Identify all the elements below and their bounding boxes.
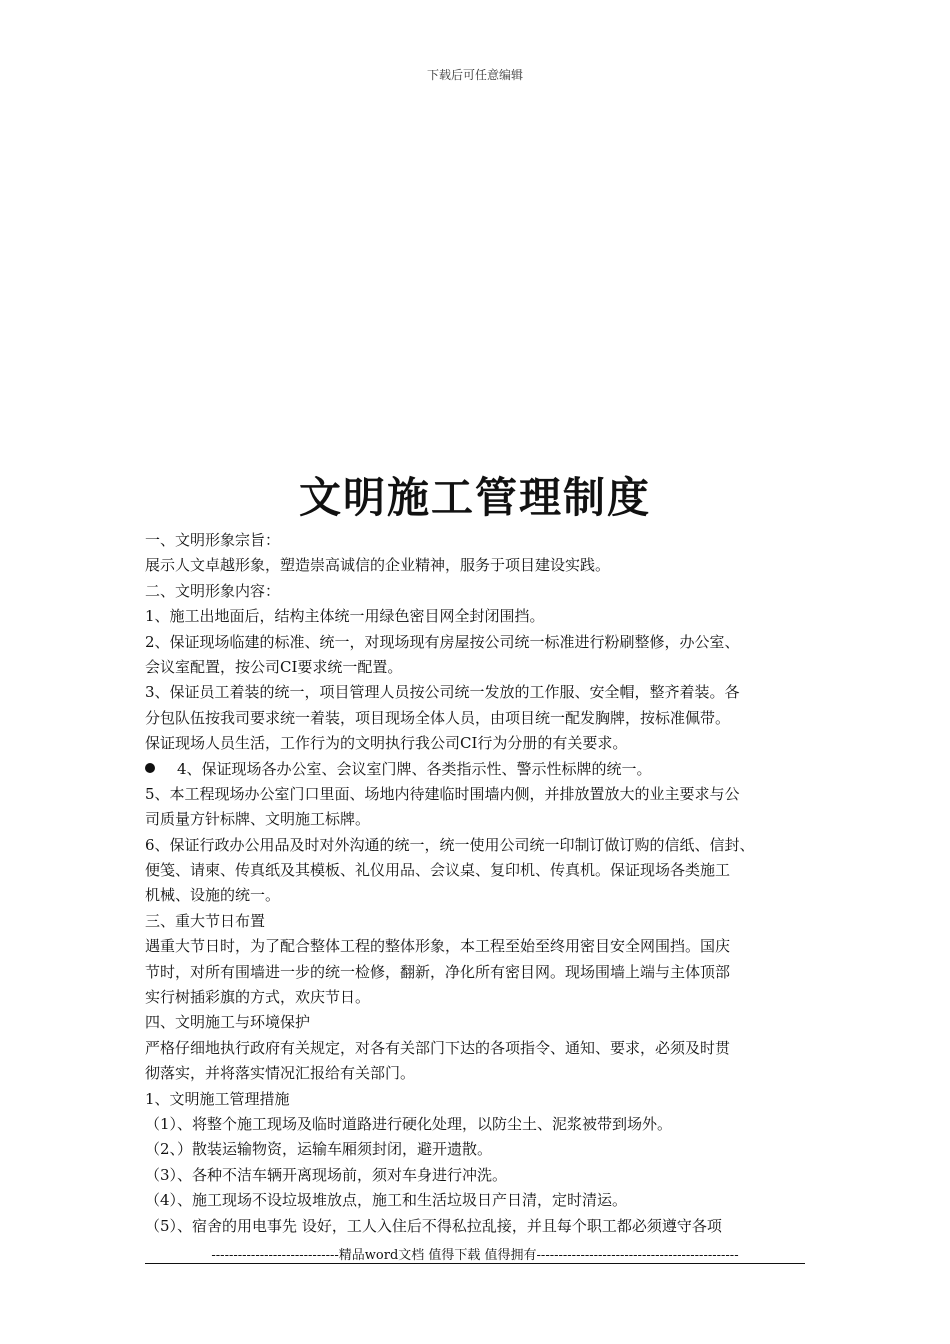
body-line: 三、重大节日布置: [145, 911, 266, 930]
body-line: 便笺、请柬、传真纸及其模板、礼仪用品、会议桌、复印机、传真机。保证现场各类施工: [145, 861, 731, 880]
bullet-item-text: 4、保证现场各办公室、会议室门牌、各类指示性、警示性标牌的统一。: [177, 759, 652, 778]
body-line: 3、保证员工着装的统一，项目管理人员按公司统一发放的工作服、安全帽，整齐着装。各: [145, 683, 740, 702]
body-line: 保证现场人员生活，工作行为的文明执行我公司CI行为分册的有关要求。: [145, 734, 628, 753]
body-line: 1、文明施工管理措施: [145, 1089, 290, 1108]
body-line: （4）、施工现场不设垃圾堆放点，施工和生活垃圾日产日清，定时清运。: [145, 1191, 628, 1210]
footer-divider: [145, 1263, 805, 1264]
body-line: 彻落实，并将落实情况汇报给有关部门。: [145, 1064, 416, 1083]
body-line: 一、文明形象宗旨：: [145, 531, 281, 549]
body-line: （1）、将整个施工现场及临时道路进行硬化处理，以防尘土、泥浆被带到场外。: [145, 1114, 673, 1133]
body-line: （3）、各种不洁车辆开离现场前，须对车身进行冲洗。: [145, 1165, 508, 1184]
footer-note: -----------------------------精品word文档 值得下载 值得拥有----------------------------------------------: [211, 1248, 739, 1263]
body-line: 2、保证现场临建的标准、统一，对现场现有房屋按公司统一标准进行粉刷整修，办公室、: [145, 632, 740, 651]
body-line: 展示人文卓越形象，塑造崇高诚信的企业精神，服务于项目建设实践。: [145, 556, 611, 575]
body-line: 分包队伍按我司要求统一着装，项目现场全体人员，由项目统一配发胸牌，按标准佩带。: [145, 708, 731, 727]
body-line: （2、）散装运输物资，运输车厢须封闭，避开遗散。: [145, 1140, 493, 1159]
body-line: 会议室配置，按公司CI要求统一配置。: [145, 657, 403, 676]
body-line: 严格仔细地执行政府有关规定，对各有关部门下达的各项指令、通知、要求，必须及时贯: [145, 1038, 731, 1057]
body-line: 四、文明施工与环境保护: [145, 1013, 311, 1032]
body-line: 遇重大节日时，为了配合整体工程的整体形象，本工程至始至终用密目安全网围挡。国庆: [145, 937, 731, 956]
body-line: 机械、设施的统一。: [145, 886, 281, 905]
bullet-dot-icon: [145, 763, 155, 773]
body-line: （5）、宿舍的用电事先 设好，工人入住后不得私拉乱接，并且每个职工都必须遵守各项: [145, 1216, 722, 1235]
document-title: 文明施工管理制度: [298, 473, 651, 522]
body-line: 5、本工程现场办公室门口里面、场地内待建临时围墙内侧，并排放置放大的业主要求与公: [145, 784, 740, 803]
document-body: [145, 528, 825, 1239]
body-line: 司质量方针标牌、文明施工标牌。: [145, 810, 371, 829]
body-line: 节时，对所有围墙进一步的统一检修，翻新，净化所有密目网。现场围墙上端与主体顶部: [145, 962, 731, 981]
body-line: 实行树插彩旗的方式，欢庆节日。: [145, 988, 371, 1007]
body-line: 二、文明形象内容：: [145, 581, 281, 600]
bullet-item: [145, 757, 825, 782]
body-line: 1、施工出地面后，结构主体统一用绿色密目网全封闭围挡。: [145, 607, 545, 626]
body-line: 6、保证行政办公用品及时对外沟通的统一，统一使用公司统一印制订做订购的信纸、信封、: [145, 835, 755, 854]
header-note: 下载后可任意编辑: [426, 68, 523, 82]
